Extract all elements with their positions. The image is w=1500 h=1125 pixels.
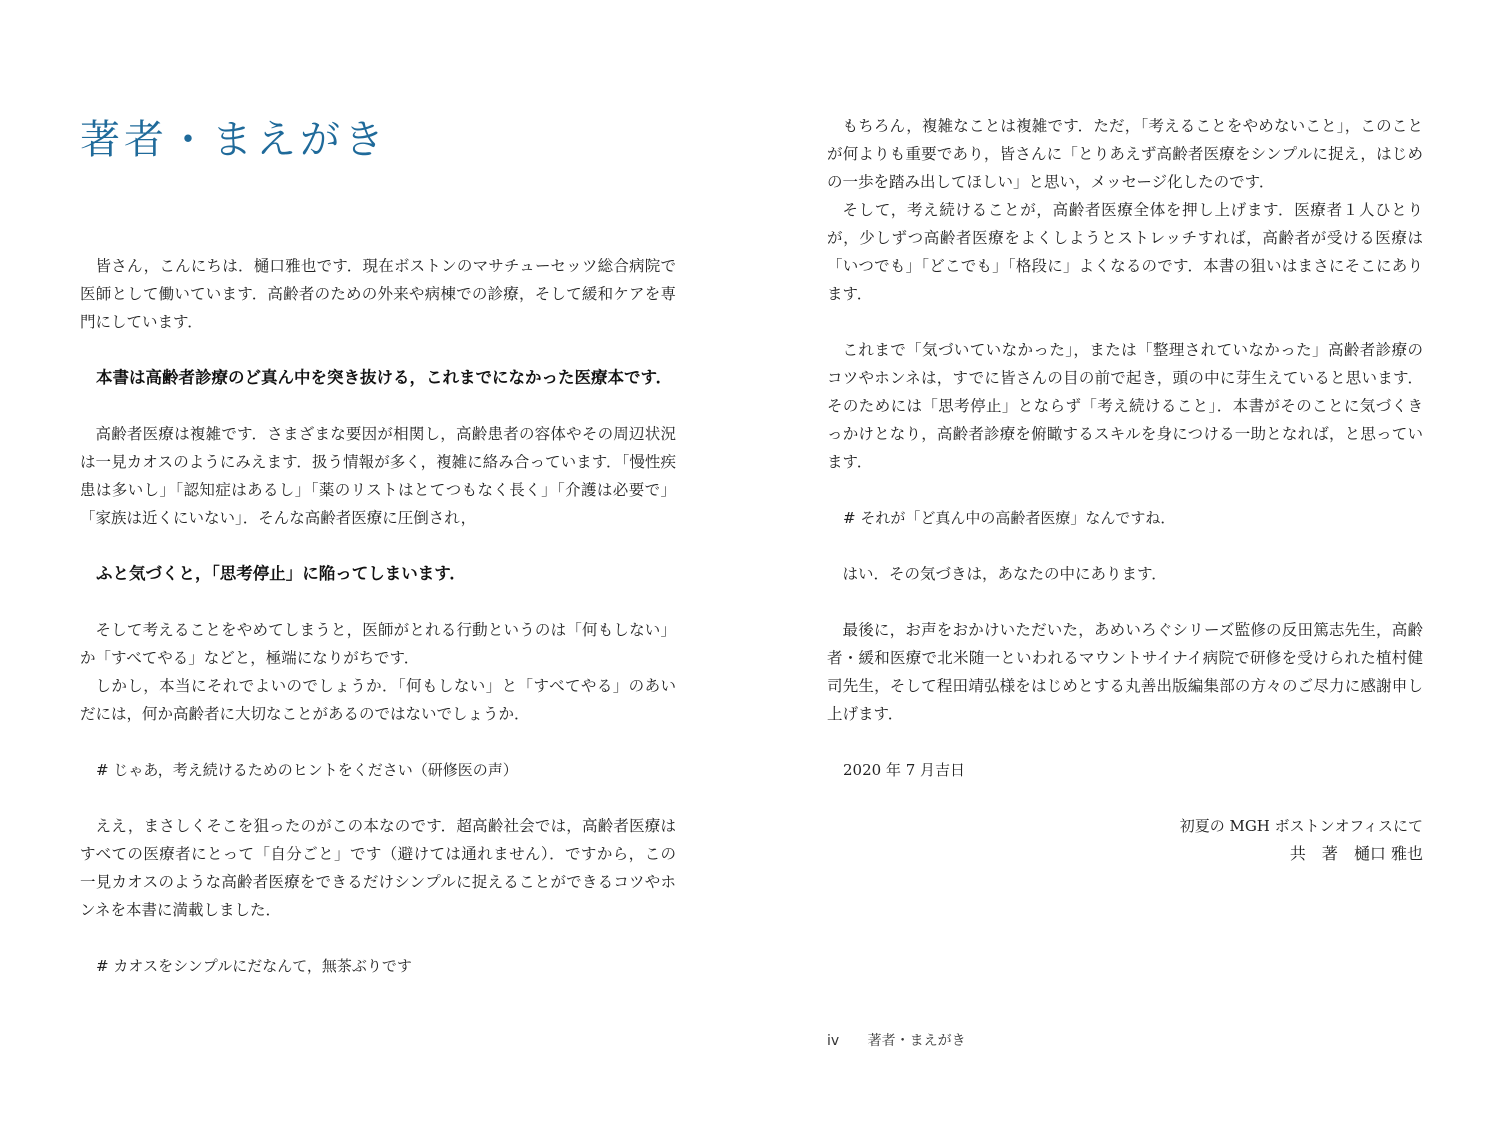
intro-paragraph: 皆さん，こんにちは．樋口雅也です．現在ボストンのマサチューセッツ総合病院で医師として働いています．高齢者のための外来や病棟での診療，そして緩和ケアを専門にしています． — [80, 257, 676, 331]
signoff-location: 初夏の MGH ボストンオフィスにて — [1179, 817, 1423, 835]
preface-date: 2020 年 7 月吉日 — [843, 761, 966, 779]
book-aim-paragraph: ええ，まさしくそこを狙ったのがこの本なのです．超高齢社会では，高齢者医療はすべての医療者にとって「自分ごと」です（避けては通れません）．ですから，この一見カオスのような高齢者医療をできるだけシンプルに捉えることができるコツやホンネを本書に満載しました． — [80, 817, 676, 919]
question-paragraph: しかし，本当にそれでよいのでしょうか．「何もしない」と「すべてやる」のあいだには，何か高齢者に大切なことがあるのではないでしょうか． — [80, 677, 676, 723]
complex-paragraph: もちろん，複雑なことは複雑です．ただ，「考えることをやめないこと」，このことが何よりも重要であり，皆さんに「とりあえず高齢者医療をシンプルに捉え，はじめの一歩を踏み出してほしい」と思い，メッセージ化したのです． — [827, 117, 1423, 191]
running-title: 著者・まえがき — [867, 1033, 966, 1049]
left-page-body — [80, 252, 676, 980]
complexity-paragraph: 高齢者医療は複雑です．さまざまな要因が相関し，高齢患者の容体やその周辺状況は一見カオスのようにみえます．扱う情報が多く，複雑に絡み合っています．「慢性疾患は多いし」「認知症はあるし」「薬のリストはとてつもなく長く」「介護は必要で」「家族は近くにいない」．そんな高齢者医療に圧倒され， — [80, 425, 676, 527]
right-page-body — [827, 112, 1423, 868]
author-signature: 共 著 樋口 雅也 — [1289, 844, 1423, 863]
bold-statement-1: 本書は高齢者診療のど真ん中を突き抜ける，これまでになかった医療本です． — [96, 368, 673, 387]
awareness-paragraph: これまで「気づいていなかった」，または「整理されていなかった」高齢者診療のコツやホンネは，すでに皆さんの目の前で起き，頭の中に芽生えていると思います．そのためには「思考停止」とならず「考え続けること」．本書がそのことに気づくきっかけとなり，高齢者診療を俯瞰するスキルを身につける一助となれば，と思っています． — [827, 341, 1423, 471]
page-number: iv — [827, 1033, 840, 1049]
resident-voice-2: # カオスをシンプルにだなんて，無茶ぶりです — [96, 957, 412, 975]
bold-statement-2: ふと気づくと，「思考停止」に陥ってしまいます． — [96, 564, 466, 583]
page-footer — [827, 1030, 966, 1050]
page-title: 著者・まえがき — [80, 117, 388, 163]
reader-voice: # それが「ど真ん中の高齢者医療」なんですね． — [843, 509, 1176, 527]
stop-thinking-paragraph: そして考えることをやめてしまうと，医師がとれる行動というのは「何もしない」か「すべてやる」などと，極端になりがちです． — [80, 621, 676, 667]
answer-paragraph: はい．その気づきは，あなたの中にあります． — [842, 565, 1167, 583]
keep-thinking-paragraph: そして，考え続けることが，高齢者医療全体を押し上げます．医療者１人ひとりが，少しずつ高齢者医療をよくしようとストレッチすれば，高齢者が受ける医療は「いつでも」「どこでも」「格段に」よくなるのです．本書の狙いはまさにそこにあります． — [827, 201, 1423, 303]
acknowledgement-paragraph: 最後に，お声をおかけいただいた，あめいろぐシリーズ監修の反田篤志先生，高齢者・緩和医療で北米随一といわれるマウントサイナイ病院で研修を受けられた植村健司先生，そして程田靖弘様をはじめとする丸善出版編集部の方々のご尽力に感謝申し上げます． — [827, 621, 1423, 723]
resident-voice-1: # じゃあ，考え続けるためのヒントをください（研修医の声） — [96, 761, 518, 779]
